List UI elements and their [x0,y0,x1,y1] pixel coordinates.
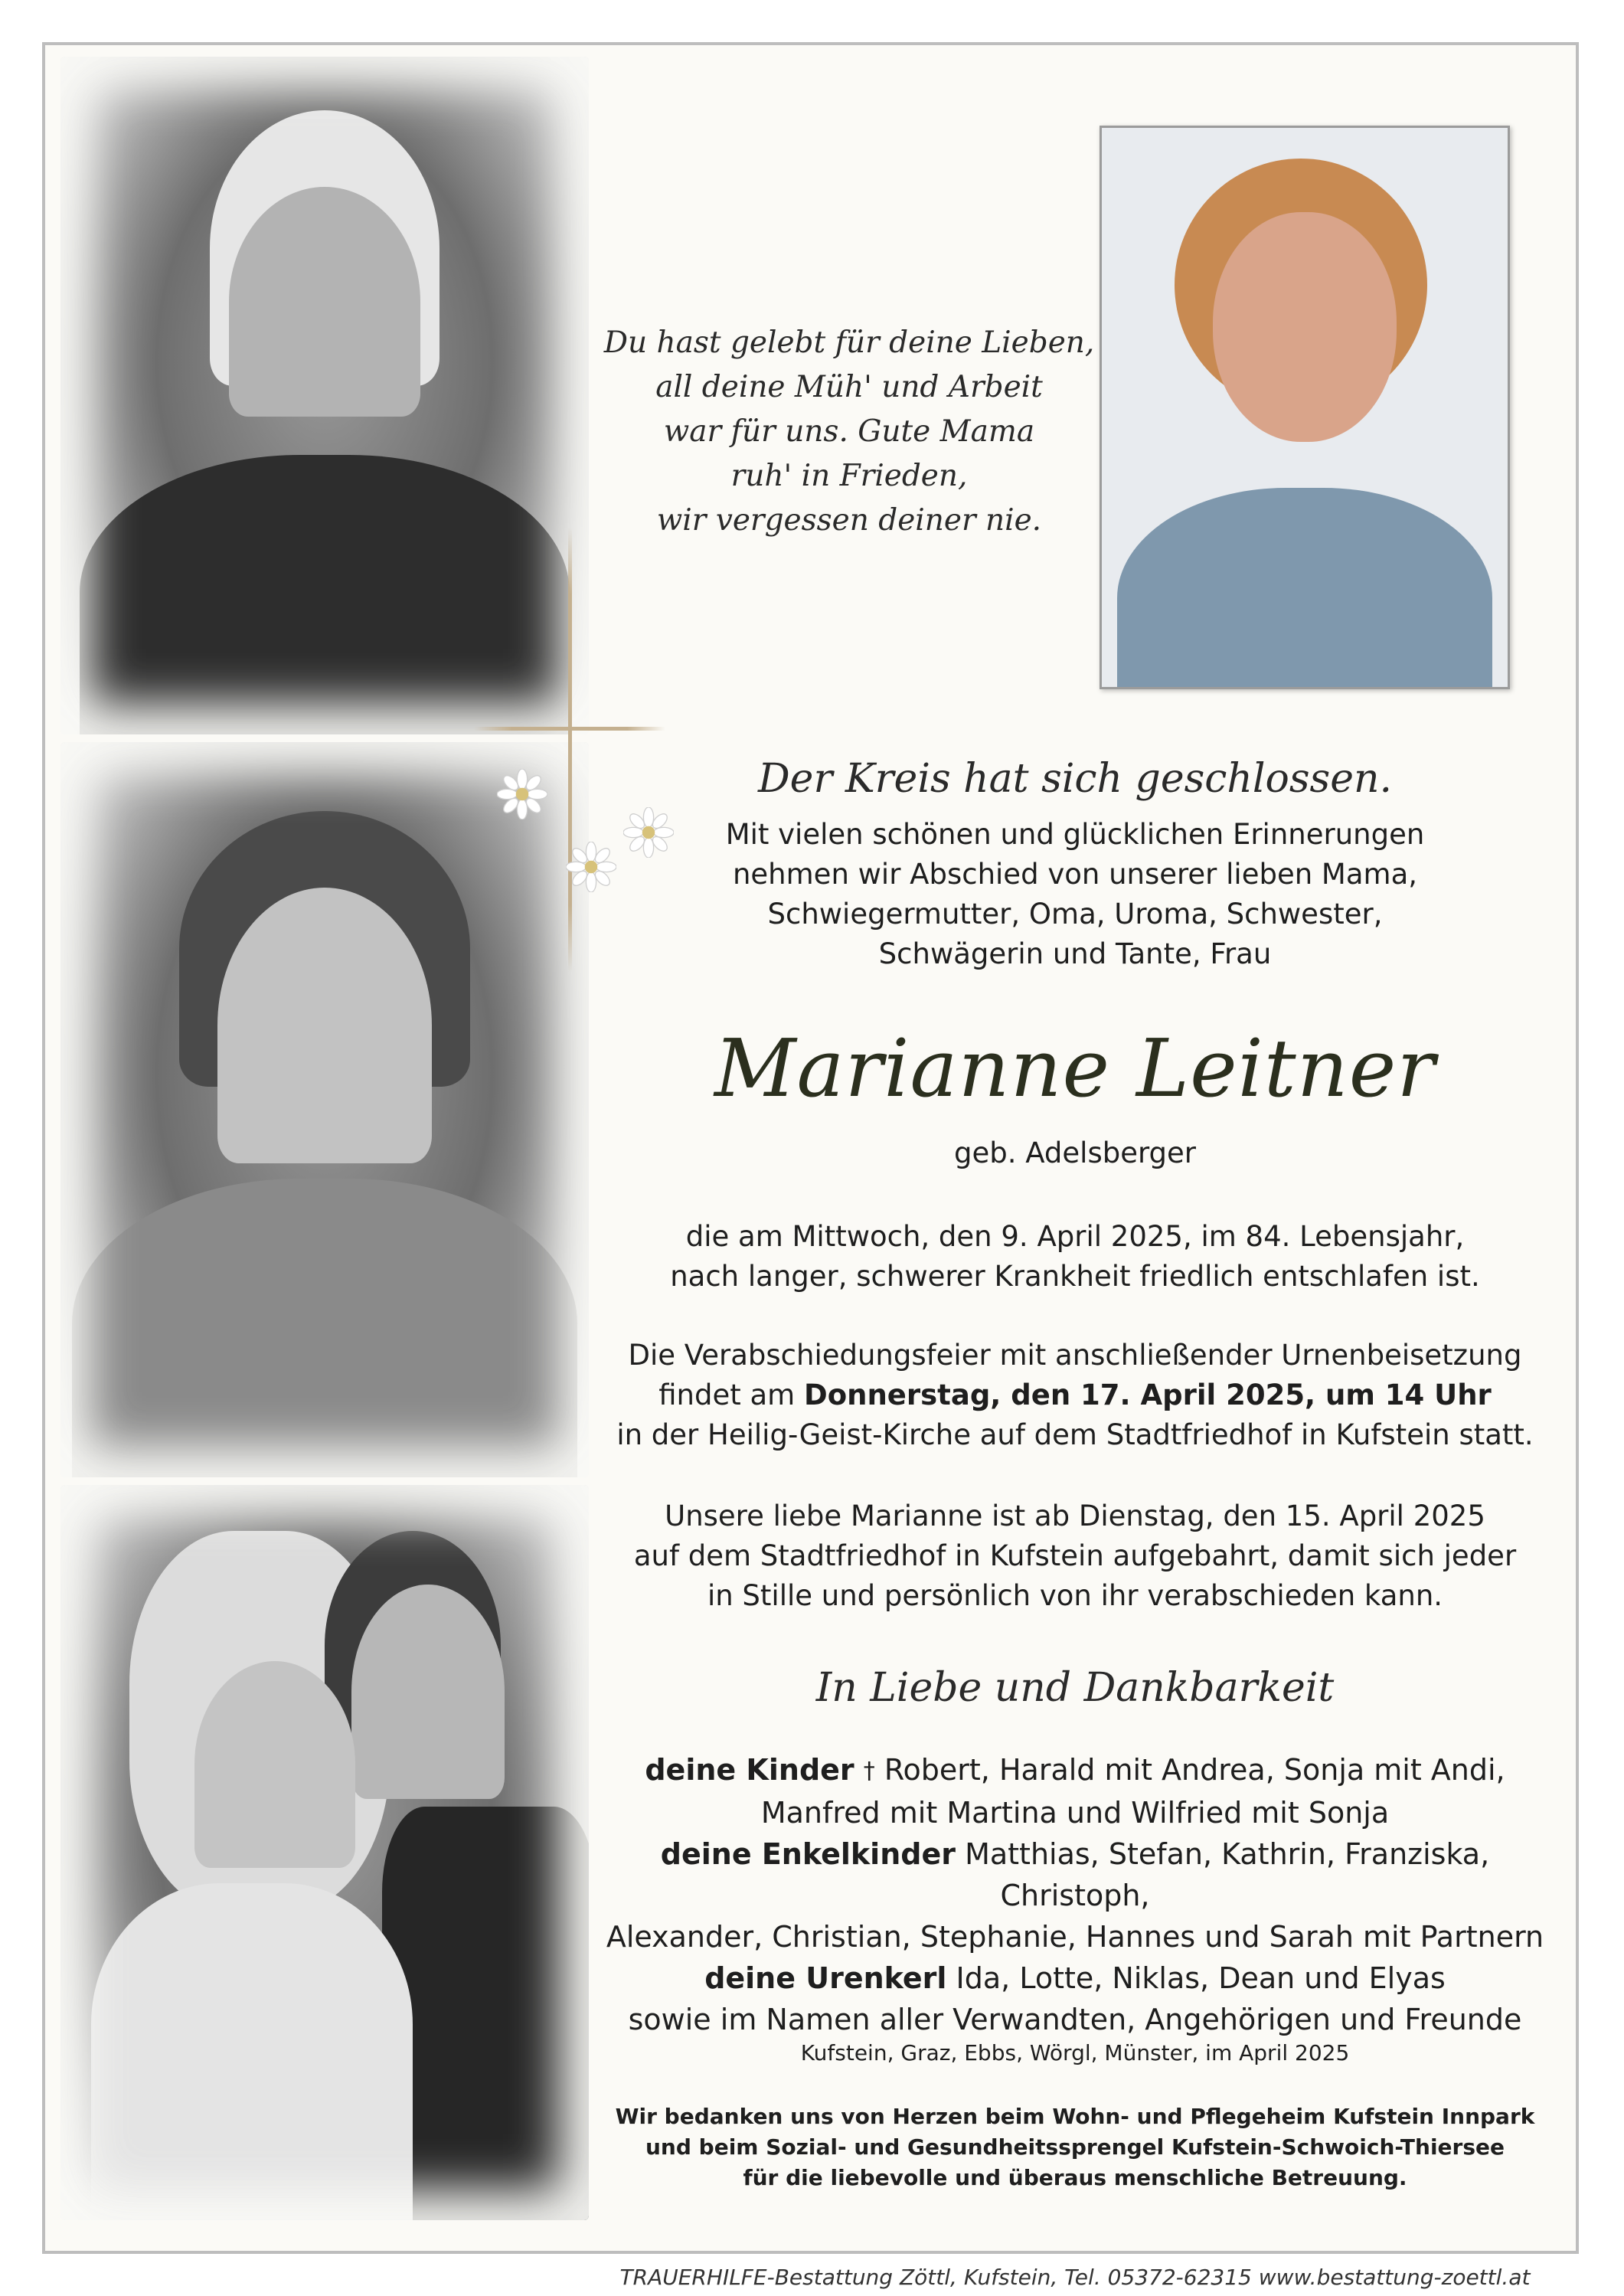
death-line: nach langer, schwerer Krankheit friedlich entschlafen ist. [670,1260,1480,1293]
intro-line: nehmen wir Abschied von unserer lieben Mama, [732,858,1418,891]
cross-horizontal [474,727,665,731]
intro-line: Mit vielen schönen und glücklichen Erinnerungen [725,818,1425,851]
death-notice [596,1217,1554,1297]
photo-wedding-bw [60,1485,589,2220]
laying-line: in Stille und persönlich von ihr verabschieden kann. [707,1579,1443,1612]
poem-line: war für uns. Gute Mama [663,414,1035,449]
death-line: die am Mittwoch, den 9. April 2025, im 84. Lebensjahr, [685,1220,1465,1253]
poem [581,321,1117,543]
grandchildren-names: Matthias, Stefan, Kathrin, Franziska, Christoph, [965,1837,1490,1912]
poem-line: Du hast gelebt für deine Lieben, [603,325,1095,360]
heading: Der Kreis hat sich geschlossen. [757,756,1392,802]
maiden-name: geb. Adelsberger [954,1137,1196,1169]
ceremony-line [596,1375,1554,1415]
gratitude-line: und beim Sozial- und Gesundheitssprengel Kufstein-Schwoich-Thiersee [645,2134,1505,2160]
gratitude-line: für die liebevolle und überaus menschliche Betreuung. [743,2165,1407,2190]
children-label: deine Kinder [645,1753,854,1787]
ceremony-date: Donnerstag, den 17. April 2025, um 14 Uhr [803,1379,1492,1411]
grandchildren-label: deine Enkelkinder [660,1837,956,1871]
gratitude-note [596,2101,1554,2193]
edelweiss-icon [497,769,547,819]
family-line: Alexander, Christian, Stephanie, Hannes und Sarah mit Partnern [606,1920,1544,1954]
children-names: Robert, Harald mit Andrea, Sonja mit Andi, [884,1753,1505,1787]
family-list [596,1749,1554,2040]
photo-portrait-color [1100,126,1510,689]
laying-line: Unsere liebe Marianne ist ab Dienstag, den 15. April 2025 [665,1500,1485,1532]
great-grandchildren-names: Ida, Lotte, Niklas, Dean und Elyas [956,1961,1446,1995]
funeral-home-footer: TRAUERHILFE-Bestattung Zöttl, Kufstein, Tel. 05372-62315 www.bestattung-zoettl.at [619,2265,1531,2290]
place-date: Kufstein, Graz, Ebbs, Wörgl, Münster, im April 2025 [800,2040,1350,2065]
poem-line: ruh' in Frieden, [730,459,968,493]
ceremony-notice [596,1336,1554,1455]
intro-text [596,815,1554,974]
laying-line: auf dem Stadtfriedhof in Kufstein aufgebahrt, damit sich jeder [633,1539,1517,1572]
photo-young-woman-bw [60,742,589,1477]
laying-out-notice [596,1496,1554,1616]
dagger-icon: † [863,1758,875,1784]
family-line: Manfred mit Martina und Wilfried mit Sonja [760,1796,1390,1830]
family-line [596,1833,1554,1916]
ceremony-line: Die Verabschiedungsfeier mit anschließender Urnenbeisetzung [628,1339,1522,1372]
poem-line: wir vergessen deiner nie. [656,503,1042,538]
ceremony-line-text: findet am [658,1379,804,1411]
thanks-heading: In Liebe und Dankbarkeit [815,1665,1335,1711]
poem-line: all deine Müh' und Arbeit [655,370,1043,404]
intro-line: Schwägerin und Tante, Frau [878,937,1272,970]
ceremony-line: in der Heilig-Geist-Kirche auf dem Stadtfriedhof in Kufstein statt. [616,1418,1534,1451]
family-line: sowie im Namen aller Verwandten, Angehörigen und Freunde [628,2003,1522,2036]
deceased-name: Marianne Leitner [714,1022,1436,1115]
gratitude-line: Wir bedanken uns von Herzen beim Wohn- und Pflegeheim Kufstein Innpark [615,2104,1535,2129]
intro-line: Schwiegermutter, Oma, Uroma, Schwester, [767,898,1383,931]
family-line [596,1749,1554,1792]
great-grandchildren-label: deine Urenkerl [704,1961,947,1995]
cross-vertical [568,528,572,972]
family-line [596,1957,1554,1999]
photo-elderly-bw [60,57,589,734]
obituary-card [42,42,1579,2290]
